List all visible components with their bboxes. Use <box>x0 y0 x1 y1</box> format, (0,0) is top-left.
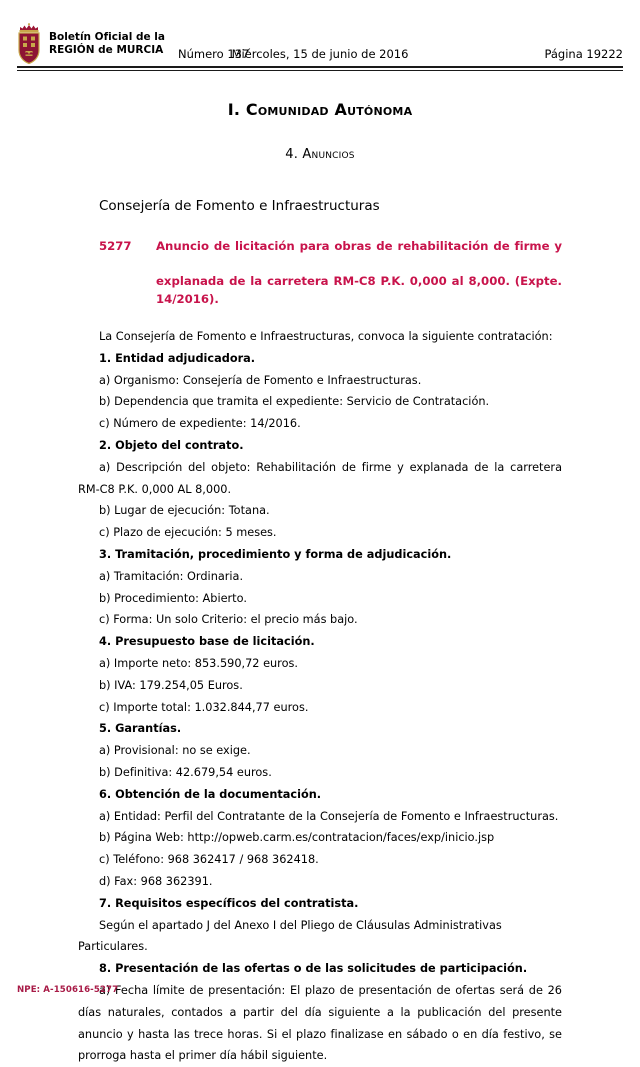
section-4-item-c: c) Importe total: 1.032.844,77 euros. <box>99 700 309 714</box>
header-divider <box>17 66 623 71</box>
section-2-item-b: b) Lugar de ejecución: Totana. <box>99 504 270 518</box>
page-header <box>0 0 640 78</box>
header-rule-thin <box>17 70 623 72</box>
announcement-header <box>78 214 562 308</box>
section-4-item-a: a) Importe neto: 853.590,72 euros. <box>99 656 298 670</box>
section-7-text: Según el apartado J del Anexo I del Pliego de Cláusulas Administrativas Particulares. <box>78 918 502 954</box>
announcement-title-line2: explanada de la carretera RM-C8 P.K. 0,000 al 8,000. (Expte. 14/2016). <box>156 274 562 306</box>
section-8-heading: 8. Presentación de las ofertas o de las solicitudes de participación. <box>99 962 528 976</box>
document-subtitle: 4. Anuncios <box>285 147 355 162</box>
section-5-item-b: b) Definitiva: 42.679,54 euros. <box>99 765 272 779</box>
section-5-item-a: a) Provisional: no se exige. <box>99 744 251 758</box>
section-1-heading: 1. Entidad adjudicadora. <box>99 351 256 365</box>
masthead-line2: REGIÓN de MURCIA <box>49 43 164 56</box>
section-2-heading: 2. Objeto del contrato. <box>99 438 244 452</box>
header-meta <box>0 47 640 67</box>
section-2-item-c: c) Plazo de ejecución: 5 meses. <box>99 526 277 540</box>
section-5-heading: 5. Garantías. <box>99 722 182 736</box>
header-date: Miércoles, 15 de junio de 2016 <box>231 47 409 61</box>
section-6-heading: 6. Obtención de la documentación. <box>99 787 322 801</box>
section-1-item-c: c) Número de expediente: 14/2016. <box>99 417 301 431</box>
section-2-item-a: a) Descripción del objeto: Rehabilitación de firme y explanada de la carretera RM-C8 P.K. 0,000 AL 8,000. <box>78 460 562 496</box>
section-6-item-c: c) Teléfono: 968 362417 / 968 362418. <box>99 853 319 867</box>
section-4-item-b: b) IVA: 179.254,05 Euros. <box>99 678 243 692</box>
body-intro: La Consejería de Fomento e Infraestructuras, convoca la siguiente contratación: <box>99 330 553 343</box>
announcement-body <box>78 308 562 1067</box>
section-6-item-d: d) Fax: 968 362391. <box>99 874 213 888</box>
section-3-item-a: a) Tramitación: Ordinaria. <box>99 569 244 583</box>
section-6-item-a: a) Entidad: Perfil del Contratante de la Consejería de Fomento e Infraestructuras. <box>99 809 559 823</box>
header-page-number: Página 19222 <box>544 47 623 61</box>
section-8-item-a: a) Fecha límite de presentación: El plazo de presentación de ofertas será de 26 días naturales, contados a partir del día siguiente a la publicación del presente anuncio y hasta las trece horas. Si el plazo finalizase en sábado o en día festivo, se prorroga hasta el primer día hábil siguiente. <box>78 983 562 1063</box>
section-7-heading: 7. Requisitos específicos del contratista. <box>99 896 359 910</box>
section-1-item-a: a) Organismo: Consejería de Fomento e Infraestructuras. <box>99 373 422 387</box>
section-4-heading: 4. Presupuesto base de licitación. <box>99 635 315 649</box>
announcement-title <box>156 238 562 308</box>
section-3-item-b: b) Procedimiento: Abierto. <box>99 591 247 605</box>
section-1-item-b: b) Dependencia que tramita el expediente: Servicio de Contratación. <box>99 395 490 409</box>
document-title: I. Comunidad Autónoma <box>227 100 413 119</box>
document-content <box>78 96 562 1067</box>
section-6-item-b: b) Página Web: http://opweb.carm.es/contratacion/faces/exp/inicio.jsp <box>99 831 495 845</box>
section-3-item-c: c) Forma: Un solo Criterio: el precio más bajo. <box>99 613 358 627</box>
masthead-line1: Boletín Oficial de la <box>49 31 165 43</box>
section-3-heading: 3. Tramitación, procedimiento y forma de adjudicación. <box>99 547 452 561</box>
issuing-organization: Consejería de Fomento e Infraestructuras <box>99 198 380 214</box>
announcement-number: 5277 <box>99 239 132 253</box>
footer-npe: NPE: A-150616-5277 <box>17 985 119 995</box>
announcement-title-line1: Anuncio de licitación para obras de rehabilitación de firme y <box>156 239 562 253</box>
header-issue-number: Número 137 <box>178 47 250 61</box>
